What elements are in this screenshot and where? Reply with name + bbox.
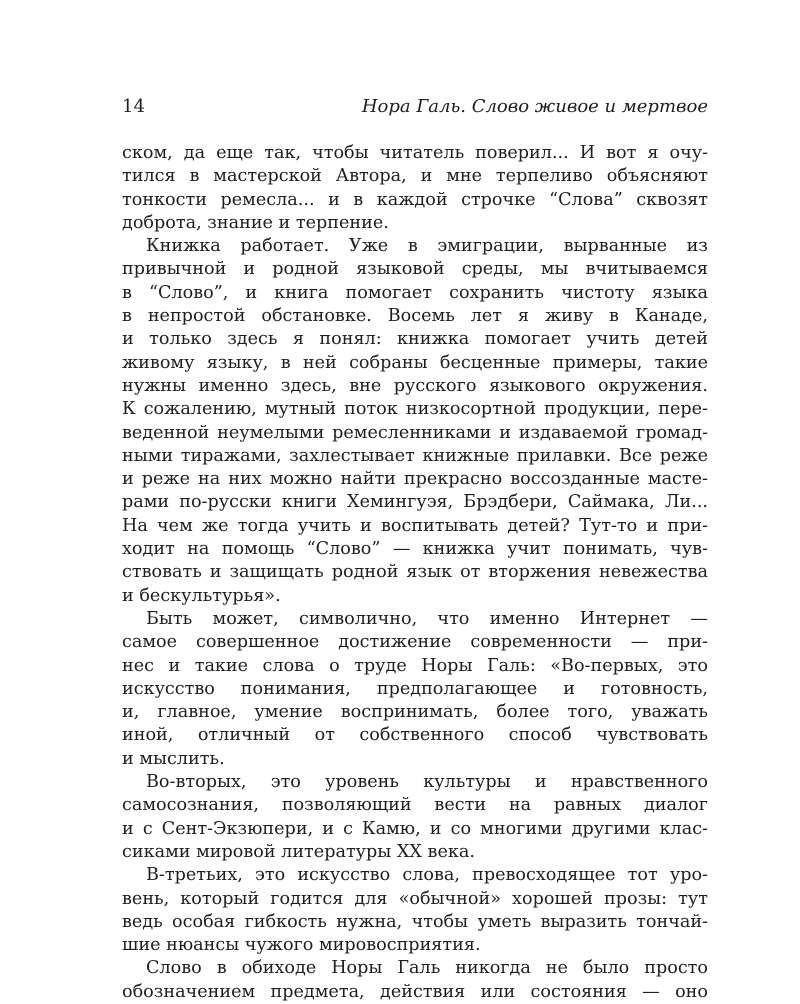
- paragraph: [122, 957, 708, 1004]
- text-line: веденной неумелыми ремесленниками и издаваемой громад-: [122, 422, 708, 443]
- text-line: живому языку, в ней собраны бесценные примеры, такие: [122, 352, 708, 373]
- body-text: [122, 142, 708, 1004]
- text-line: ском, да еще так, чтобы читатель поверил... И вот я очу-: [122, 143, 708, 163]
- text-line: Слово в обиходе Норы Галь никогда не было просто: [146, 958, 708, 979]
- paragraph: [122, 771, 708, 864]
- page-number: 14: [122, 96, 145, 117]
- text-line: самосознания, позволяющий вести на равных диалог: [122, 795, 708, 816]
- text-line: шие нюансы чужого мировосприятия.: [122, 935, 481, 956]
- paragraph: [122, 608, 708, 771]
- text-line: Быть может, символично, что именно Интернет —: [146, 608, 708, 629]
- text-line: Книжка работает. Уже в эмиграции, вырванные из: [146, 236, 708, 257]
- paragraph: [122, 142, 708, 235]
- text-line: тился в мастерской Автора, и мне терпеливо объясняют: [122, 166, 708, 187]
- text-line: тонкости ремесла... и в каждой строчке “Слова” сквозят: [122, 189, 708, 210]
- text-line: Во-вторых, это уровень культуры и нравственного: [146, 772, 708, 793]
- text-line: вень, который годится для «обычной» хорошей прозы: тут: [122, 888, 708, 909]
- text-line: доброта, знание и терпение.: [122, 212, 389, 233]
- text-line: На чем же тогда учить и воспитывать детей? Тут-то и при-: [122, 515, 708, 536]
- text-line: В-третьих, это искусство слова, превосходящее тот уро-: [146, 865, 708, 886]
- text-line: сиками мировой литературы XX века.: [122, 841, 475, 862]
- text-line: и реже на них можно найти прекрасно воссозданные масте-: [122, 469, 708, 490]
- running-head: [122, 96, 708, 118]
- text-line: ходит на помощь “Слово” — книжка учит понимать, чув-: [122, 539, 708, 560]
- text-line: ствовать и защищать родной язык от вторжения невежества: [122, 562, 708, 583]
- text-line: в непростой обстановке. Восемь лет я живу в Канаде,: [122, 306, 708, 327]
- text-line: обозначением предмета, действия или состояния — оно: [122, 981, 708, 1002]
- text-line: самое совершенное достижение современности — при-: [122, 632, 708, 653]
- running-title: Нора Галь. Слово живое и мертвое: [361, 96, 708, 117]
- text-line: искусство понимания, предполагающее и готовность,: [122, 678, 708, 699]
- text-line: К сожалению, мутный поток низкосортной продукции, пере-: [122, 399, 708, 420]
- text-line: ными тиражами, захлестывает книжные прилавки. Все реже: [122, 445, 708, 466]
- paragraph: [122, 235, 708, 608]
- text-line: ведь особая гибкость нужна, чтобы уметь выразить тончай-: [122, 911, 708, 932]
- text-line: и мыслить.: [122, 748, 225, 769]
- text-line: и с Сент-Экзюпери, и с Камю, и со многими другими клас-: [122, 818, 708, 839]
- text-line: иной, отличный от собственного способ чувствовать: [122, 725, 708, 746]
- text-line: и только здесь я понял: книжка помогает учить детей: [122, 329, 708, 350]
- paragraph: [122, 864, 708, 957]
- text-line: в “Слово”, и книга помогает сохранить чистоту языка: [122, 282, 708, 303]
- text-line: и, главное, умение воспринимать, более того, уважать: [122, 702, 708, 723]
- text-line: нужны именно здесь, вне русского языкового окружения.: [122, 375, 708, 396]
- text-line: рами по-русски книги Хемингуэя, Брэдбери, Саймака, Ли...: [122, 492, 708, 513]
- text-line: привычной и родной языковой среды, мы вчитываемся: [122, 259, 708, 280]
- text-line: и бескультурья».: [122, 585, 281, 606]
- text-line: нес и такие слова о труде Норы Галь: «Во-первых, это: [122, 655, 708, 676]
